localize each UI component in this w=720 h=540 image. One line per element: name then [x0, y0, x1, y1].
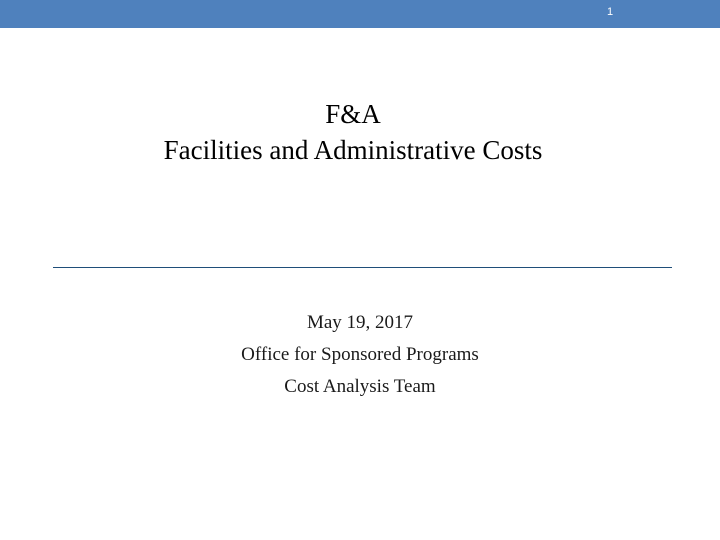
- slide-subtitle: [0, 307, 720, 403]
- header-bar: [0, 0, 720, 28]
- slide-number: 1: [606, 6, 614, 18]
- subtitle-team: Cost Analysis Team: [284, 376, 436, 397]
- title-divider: [53, 267, 672, 268]
- subtitle-date: May 19, 2017: [306, 312, 414, 333]
- slide-title: [130, 96, 576, 168]
- title-line-abbreviation: F&A: [325, 99, 381, 129]
- subtitle-office: Office for Sponsored Programs: [241, 344, 479, 365]
- title-line-full: Facilities and Administrative Costs: [163, 135, 543, 165]
